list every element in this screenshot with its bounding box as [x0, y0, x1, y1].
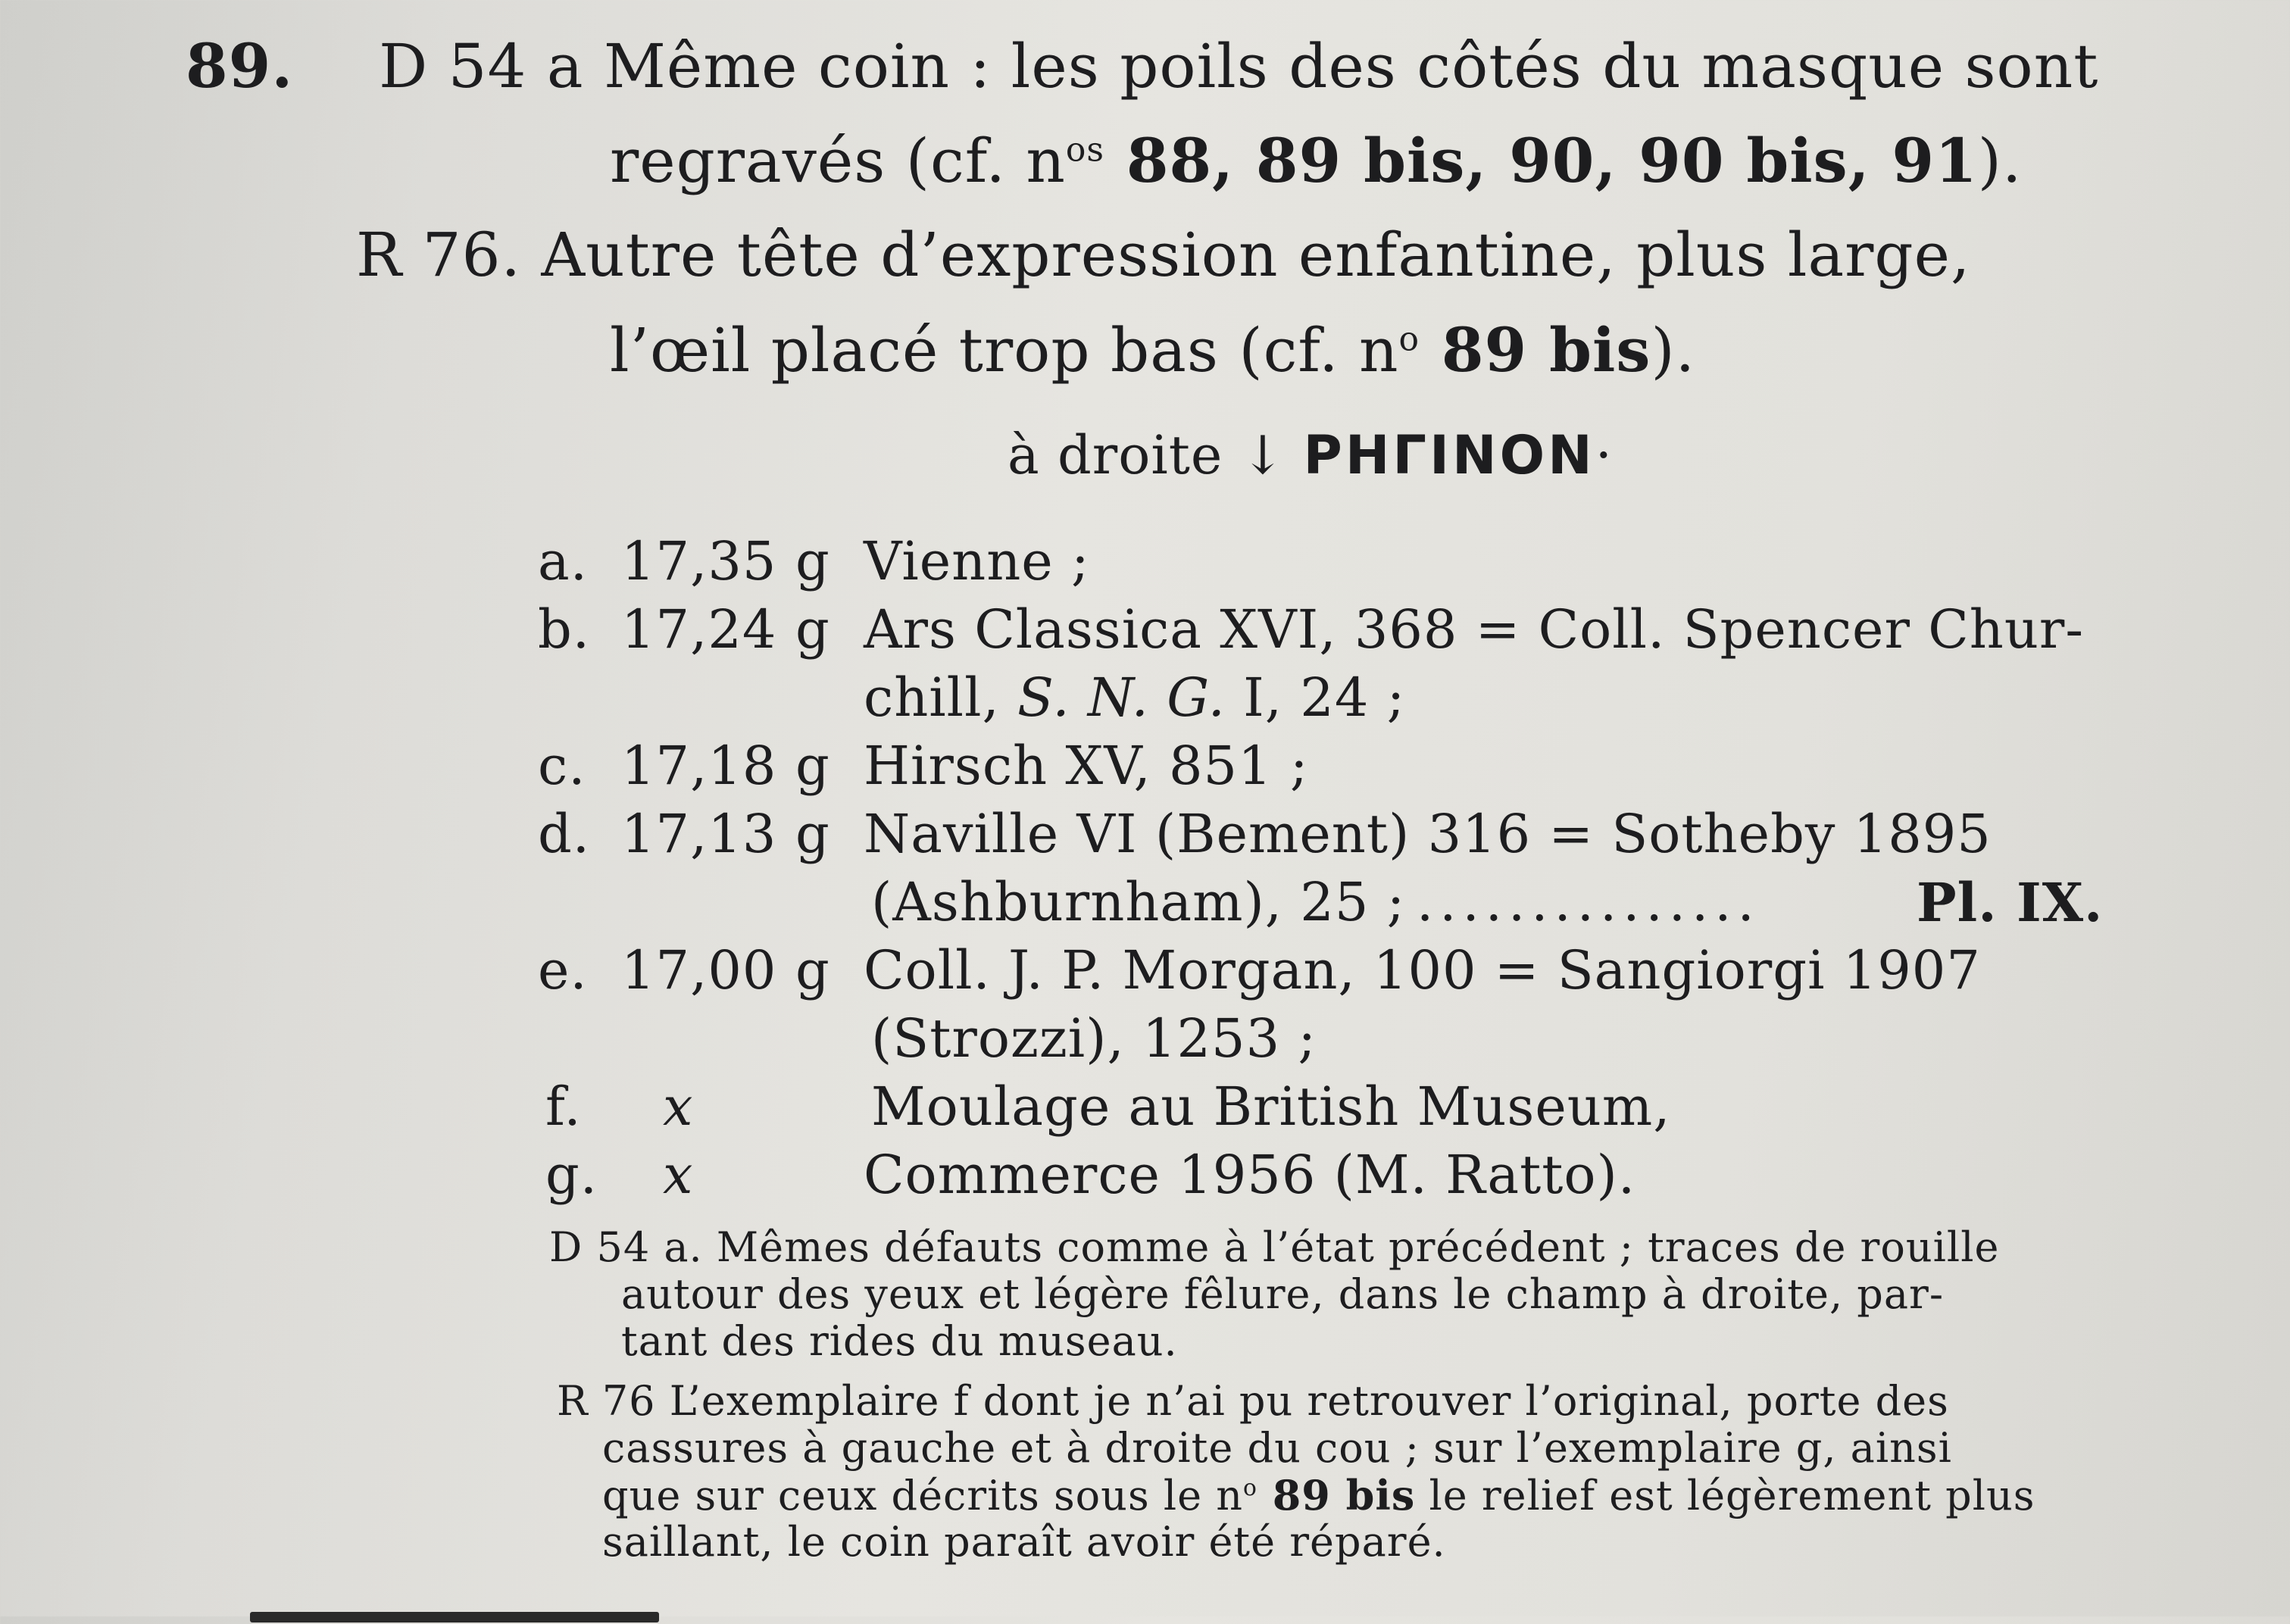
specimen-text-continuation — [864, 667, 1405, 729]
note-d-line-1 — [549, 1223, 1999, 1271]
note-d-label: D 54 a. — [549, 1223, 703, 1271]
cross-reference: 89 bis — [1257, 1471, 1416, 1519]
specimen-text-continuation: (Strozzi), 1253 ; — [871, 1007, 1317, 1070]
reverse-line-2 — [610, 314, 1695, 386]
reverse-line-1 — [356, 220, 1970, 290]
note-r-line-4: saillant, le coin paraît avoir été réparé. — [602, 1518, 1446, 1566]
die-description-line-2: regravés (cf. n — [610, 126, 1066, 196]
specimen-letter: a. — [538, 530, 588, 592]
cross-references: 88, 89 bis, 90, 90 bis, 91 — [1104, 125, 1978, 196]
specimen-weight: 17,35 — [621, 530, 777, 592]
reverse-description-line-1: Autre tête d’expression enfantine, plus large, — [541, 220, 1971, 290]
specimen-letter: b. — [538, 598, 591, 661]
specimen-unit: g — [795, 598, 830, 661]
die-description-line-1: Même coin : les poils des côtés du masque sont — [604, 31, 2099, 102]
specimen-weight: 17,18 — [621, 735, 777, 797]
entry-header-line-1 — [186, 30, 2098, 102]
note-r-label: R 76 — [557, 1377, 656, 1425]
reverse-label: R 76. — [356, 220, 521, 290]
closing-punctuation: ). — [1651, 315, 1696, 386]
closing-punctuation: ). — [1977, 126, 2023, 196]
specimen-text: Coll. J. P. Morgan, 100 = Sangiorgi 1907 — [864, 939, 1981, 1001]
note-r-line-3 — [602, 1471, 2035, 1519]
note-r-text: que sur ceux décrits sous le n — [602, 1472, 1244, 1519]
text-part: chill, — [864, 667, 1017, 729]
specimen-weight: 17,00 — [621, 939, 777, 1001]
specimen-text: Vienne ; — [864, 530, 1090, 592]
specimen-weight: 17,24 — [621, 598, 777, 661]
sylloge-abbreviation: S. N. G. — [1017, 667, 1226, 729]
entry-number: 89. — [186, 30, 294, 102]
numero-superscript: o — [1398, 320, 1420, 359]
note-r-text: le relief est légèrement plus — [1415, 1472, 2035, 1519]
specimen-text: Moulage au British Museum, — [871, 1076, 1671, 1138]
specimen-weight-unknown: x — [663, 1144, 694, 1206]
specimen-text: Hirsch XV, 851 ; — [864, 735, 1309, 797]
note-r-line-2: cassures à gauche et à droite du cou ; sur l’exemplaire g, ainsi — [602, 1424, 1952, 1472]
specimen-letter: f. — [545, 1076, 582, 1138]
legend-line — [1008, 424, 1613, 486]
specimen-unit: g — [795, 939, 830, 1001]
reverse-description-line-2: l’œil placé trop bas (cf. n — [610, 315, 1399, 386]
numero-superscript: o — [1243, 1475, 1257, 1501]
note-d-line-2: autour des yeux et légère fêlure, dans le champ à droite, par- — [621, 1270, 1945, 1318]
specimen-weight: 17,13 — [621, 803, 777, 865]
specimen-letter: e. — [538, 939, 588, 1001]
entry-header-line-2 — [610, 125, 2022, 196]
greek-legend: ΡΗΓΙΝΟΝ — [1303, 424, 1595, 486]
specimen-text: Commerce 1956 (M. Ratto). — [864, 1144, 1636, 1206]
note-r-line-1 — [557, 1377, 1949, 1425]
specimen-letter: g. — [545, 1144, 598, 1206]
specimen-unit: g — [795, 803, 830, 865]
legend-dot: · — [1595, 424, 1613, 486]
specimen-text-continuation: (Ashburnham), 25 ; — [871, 871, 1406, 933]
numero-superscript: os — [1065, 130, 1104, 170]
plate-reference: Pl. IX. — [1917, 871, 2104, 934]
text-part: I, 24 ; — [1225, 667, 1406, 729]
legend-position: à droite ↓ — [1008, 424, 1286, 486]
note-r-text: L’exemplaire f dont je n’ai pu retrouver l’original, porte des — [669, 1377, 1949, 1425]
specimen-weight-unknown: x — [663, 1076, 694, 1138]
specimen-text: Naville VI (Bement) 316 = Sotheby 1895 — [864, 803, 1992, 865]
specimen-unit: g — [795, 530, 830, 592]
leader-dots: ............... — [1417, 871, 1760, 933]
specimen-unit: g — [795, 735, 830, 797]
specimen-text: Ars Classica XVI, 368 = Coll. Spencer Chur- — [864, 598, 2085, 661]
note-d-text: Mêmes défauts comme à l’état précédent ; traces de rouille — [716, 1223, 2000, 1271]
note-d-line-3: tant des rides du museau. — [621, 1317, 1178, 1365]
specimen-letter: d. — [538, 803, 591, 865]
cross-reference: 89 bis — [1420, 314, 1651, 386]
cropped-next-line — [250, 1601, 659, 1624]
die-label: D 54 a — [379, 31, 584, 102]
specimen-letter: c. — [538, 735, 586, 797]
